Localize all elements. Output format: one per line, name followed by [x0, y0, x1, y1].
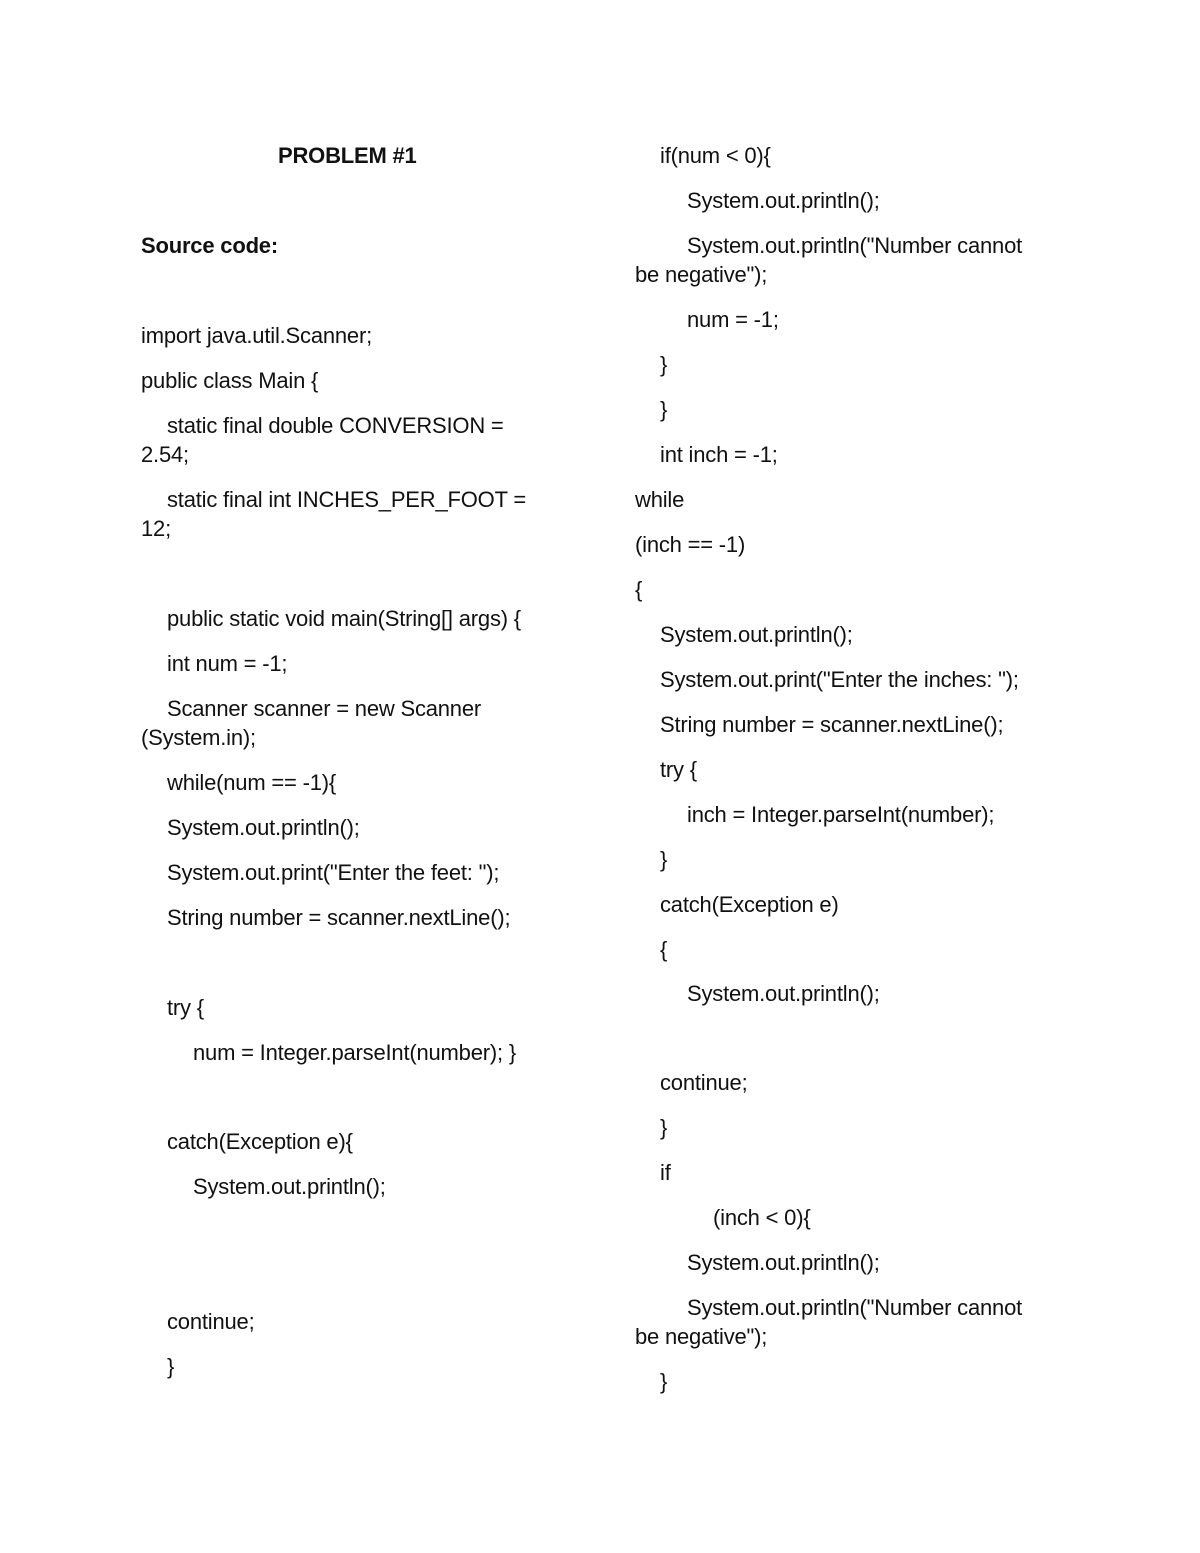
code-line: int inch = -1; — [660, 442, 778, 467]
code-line: import java.util.Scanner; — [141, 323, 372, 348]
code-line: System.out.println(); — [660, 622, 853, 647]
code-line: System.out.println(); — [167, 815, 360, 840]
code-line: } — [660, 1115, 668, 1140]
code-line: while(num == -1){ — [167, 770, 337, 795]
code-line: System.out.println(); — [687, 188, 880, 213]
code-line: public static void main(String[] args) { — [167, 606, 521, 631]
code-line: 12; — [141, 516, 171, 541]
code-line: (inch == -1) — [635, 532, 746, 557]
code-line: System.out.println(); — [687, 981, 880, 1006]
code-line: String number = scanner.nextLine(); — [167, 905, 511, 930]
code-line: inch = Integer.parseInt(number); — [687, 802, 995, 827]
code-line: System.out.print("Enter the feet: "); — [167, 860, 500, 885]
code-line: System.out.print("Enter the inches: "); — [660, 667, 1019, 692]
code-line: Scanner scanner = new Scanner — [167, 696, 482, 721]
problem-heading: PROBLEM #1 — [278, 143, 417, 168]
code-line: String number = scanner.nextLine(); — [660, 712, 1004, 737]
code-line: } — [660, 847, 668, 872]
code-line: catch(Exception e){ — [167, 1129, 353, 1154]
code-line: } — [167, 1354, 175, 1379]
code-line: 2.54; — [141, 442, 189, 467]
code-line: while — [635, 487, 685, 512]
code-line: num = -1; — [687, 307, 779, 332]
code-line: System.out.println("Number cannot — [687, 233, 1023, 258]
code-line: num = Integer.parseInt(number); } — [193, 1040, 516, 1065]
code-line: System.out.println("Number cannot — [687, 1295, 1023, 1320]
code-line: public class Main { — [141, 368, 319, 393]
code-line: try { — [660, 757, 697, 782]
code-line: static final double CONVERSION = — [167, 413, 504, 438]
code-line: (inch < 0){ — [713, 1205, 811, 1230]
code-line: try { — [167, 995, 204, 1020]
code-line: if — [660, 1160, 671, 1185]
code-line: (System.in); — [141, 725, 256, 750]
code-line: int num = -1; — [167, 651, 288, 676]
code-line: } — [660, 1369, 668, 1394]
code-line: catch(Exception e) — [660, 892, 839, 917]
code-line: continue; — [660, 1070, 748, 1095]
code-line: System.out.println(); — [687, 1250, 880, 1275]
code-line: be negative"); — [635, 1324, 768, 1349]
code-line: be negative"); — [635, 262, 768, 287]
code-line: continue; — [167, 1309, 255, 1334]
code-line: System.out.println(); — [193, 1174, 386, 1199]
source-code-label: Source code: — [141, 233, 278, 258]
code-line: } — [660, 352, 668, 377]
code-line: static final int INCHES_PER_FOOT = — [167, 487, 526, 512]
code-line: { — [635, 577, 643, 602]
code-line: if(num < 0){ — [660, 143, 771, 168]
code-line: { — [660, 937, 668, 962]
code-line: } — [660, 397, 668, 422]
